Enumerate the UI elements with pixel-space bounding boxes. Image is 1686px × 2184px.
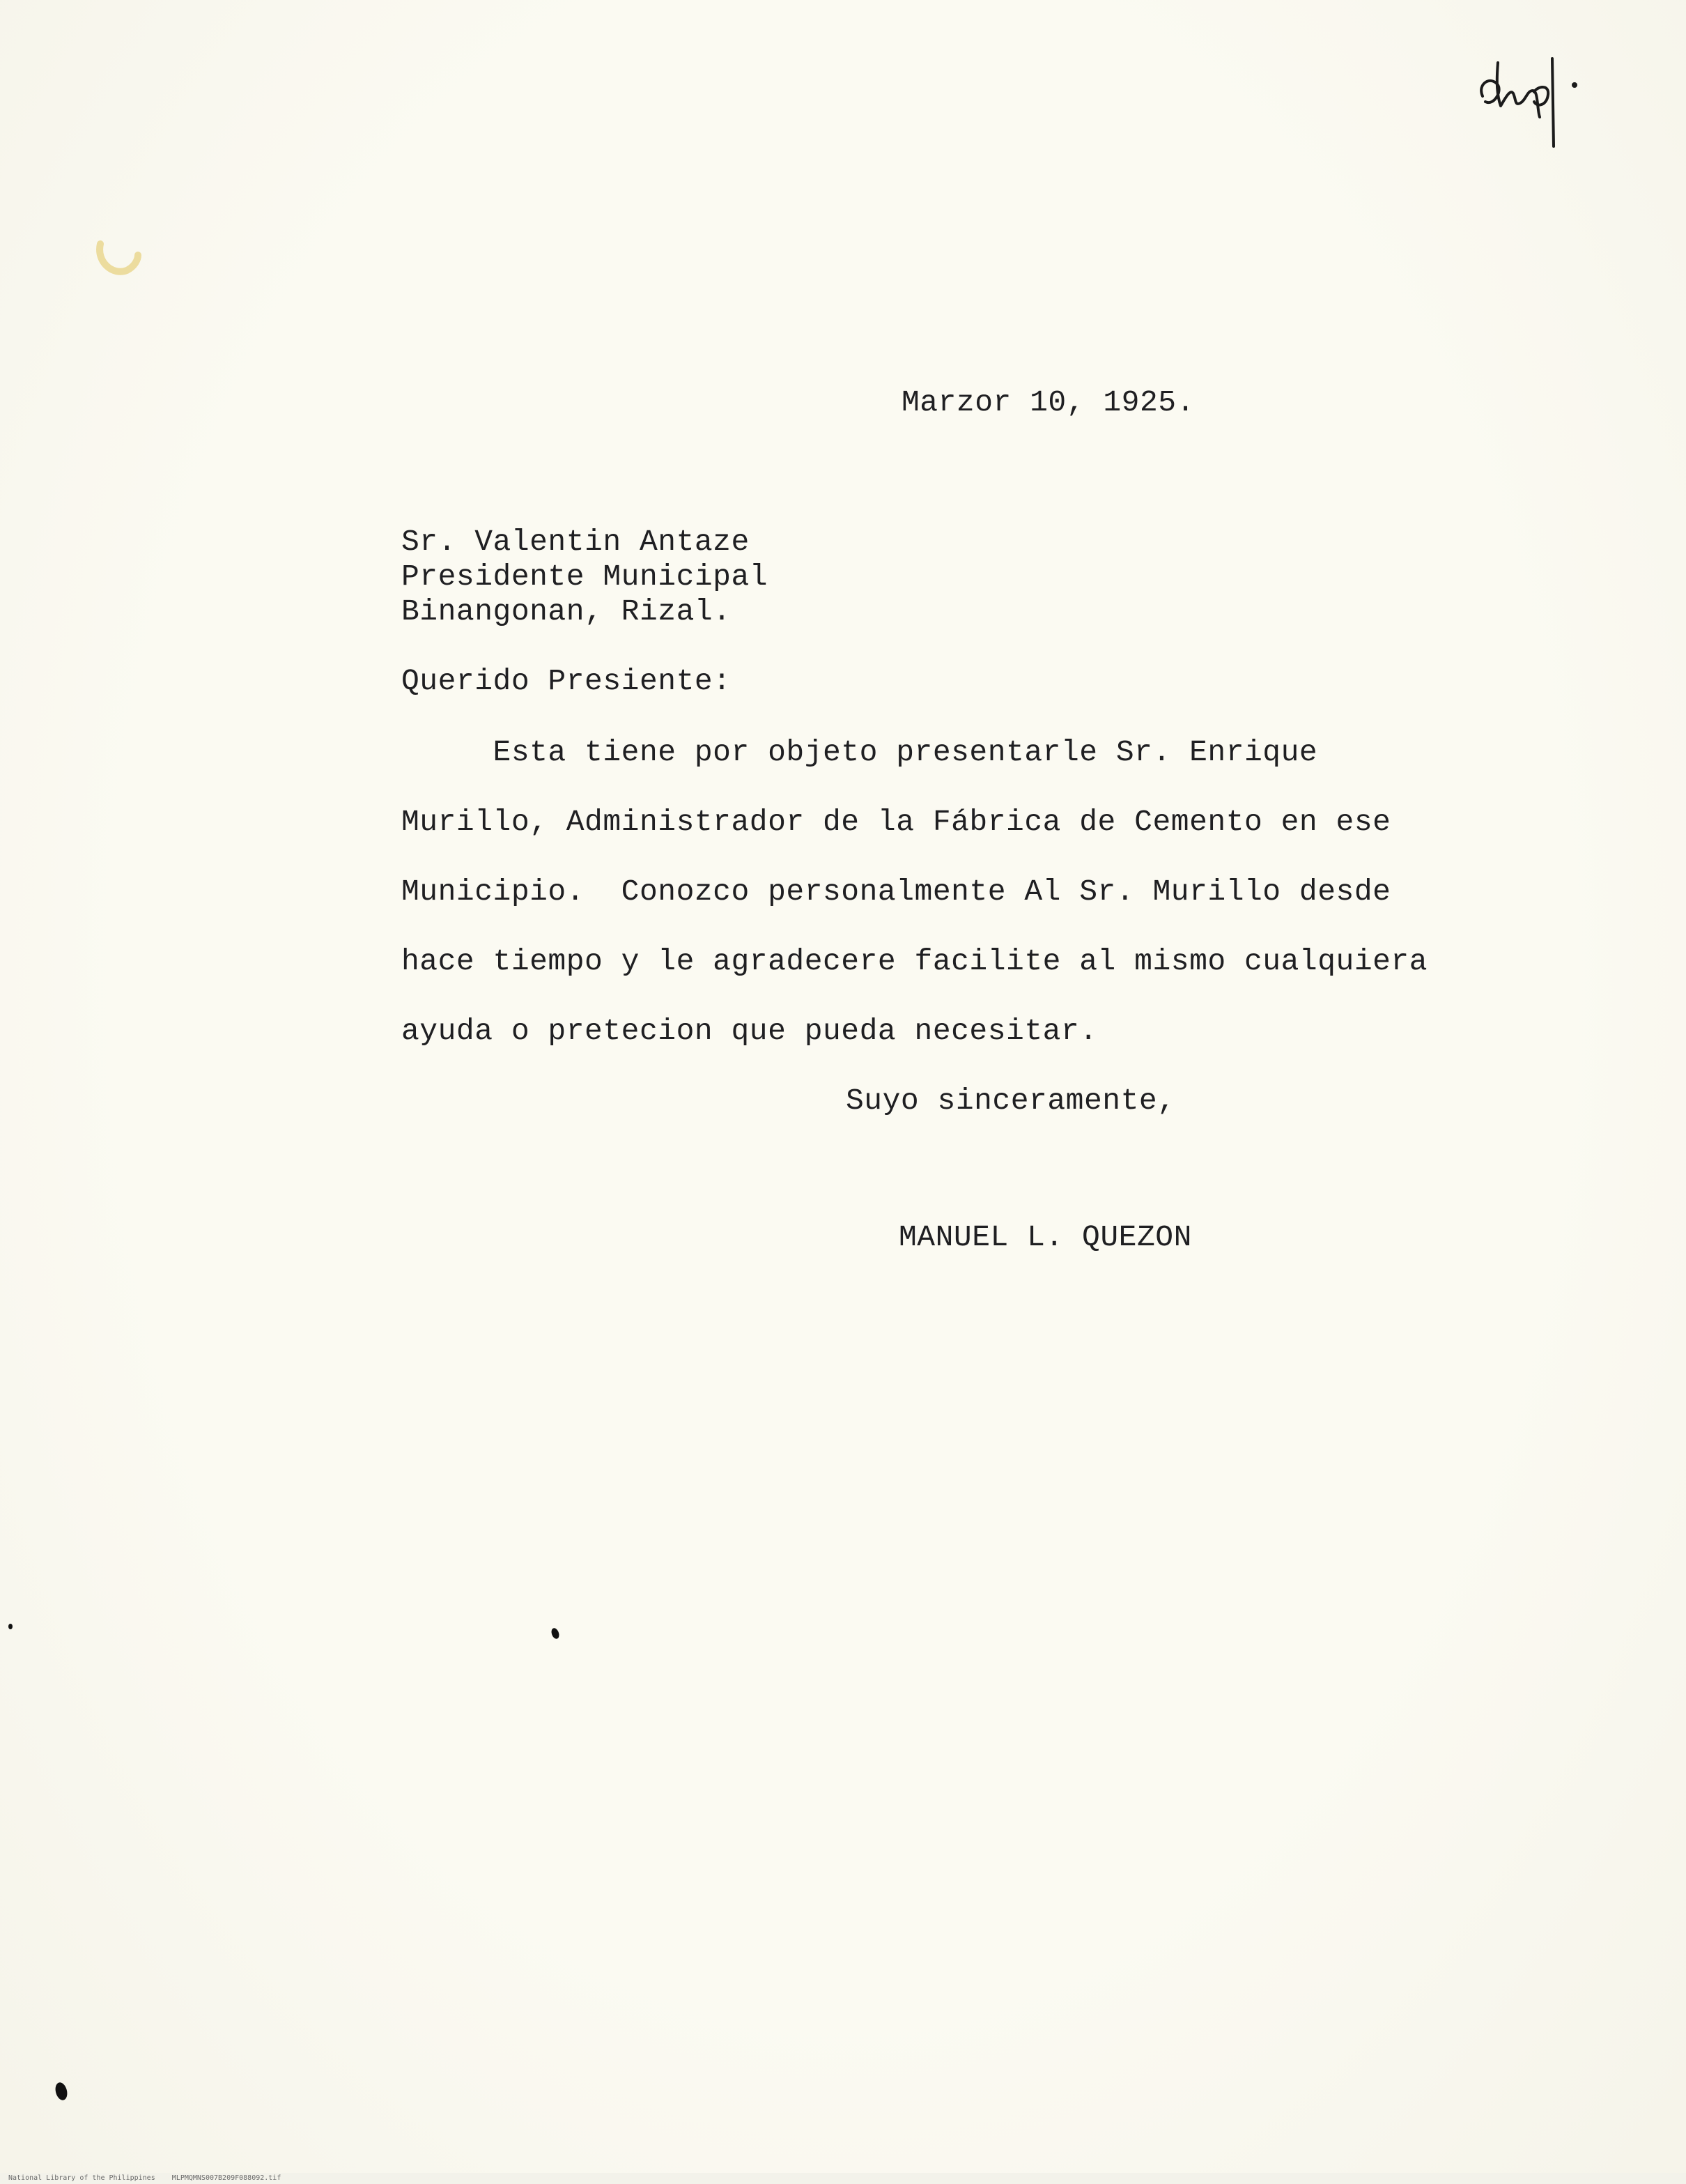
signature: MANUEL L. QUEZON <box>899 1220 1192 1254</box>
ink-speck <box>8 1624 13 1629</box>
body-line: Murillo, Administrador de la Fábrica de Cemento en ese <box>401 805 1391 839</box>
salutation: Querido Presiente: <box>401 664 732 698</box>
body-line: Municipio. Conozco personalmente Al Sr. Murillo desde <box>401 875 1391 909</box>
body-line: Esta tiene por objeto presentarle Sr. Enrique <box>401 735 1318 769</box>
paper-stain <box>92 234 148 290</box>
ink-speck <box>550 1627 561 1640</box>
recipient-name: Sr. Valentin Antaze <box>401 525 750 559</box>
letter-date: Marzor 10, 1925. <box>902 385 1195 420</box>
body-line: ayuda o pretecion que pueda necesitar. <box>401 1014 1098 1048</box>
recipient-location: Binangonan, Rizal. <box>401 594 732 629</box>
body-line: hace tiempo y le agradecere facilite al mismo cualquiera <box>401 944 1428 978</box>
scan-footer-label: National Library of the Philippines MLPMQMNS007B209F088092.tif <box>8 2174 281 2182</box>
recipient-title: Presidente Municipal <box>401 560 768 594</box>
closing: Suyo sinceramente, <box>846 1084 1176 1118</box>
handwritten-dup-annotation <box>1470 42 1595 160</box>
ink-speck <box>54 2081 69 2101</box>
